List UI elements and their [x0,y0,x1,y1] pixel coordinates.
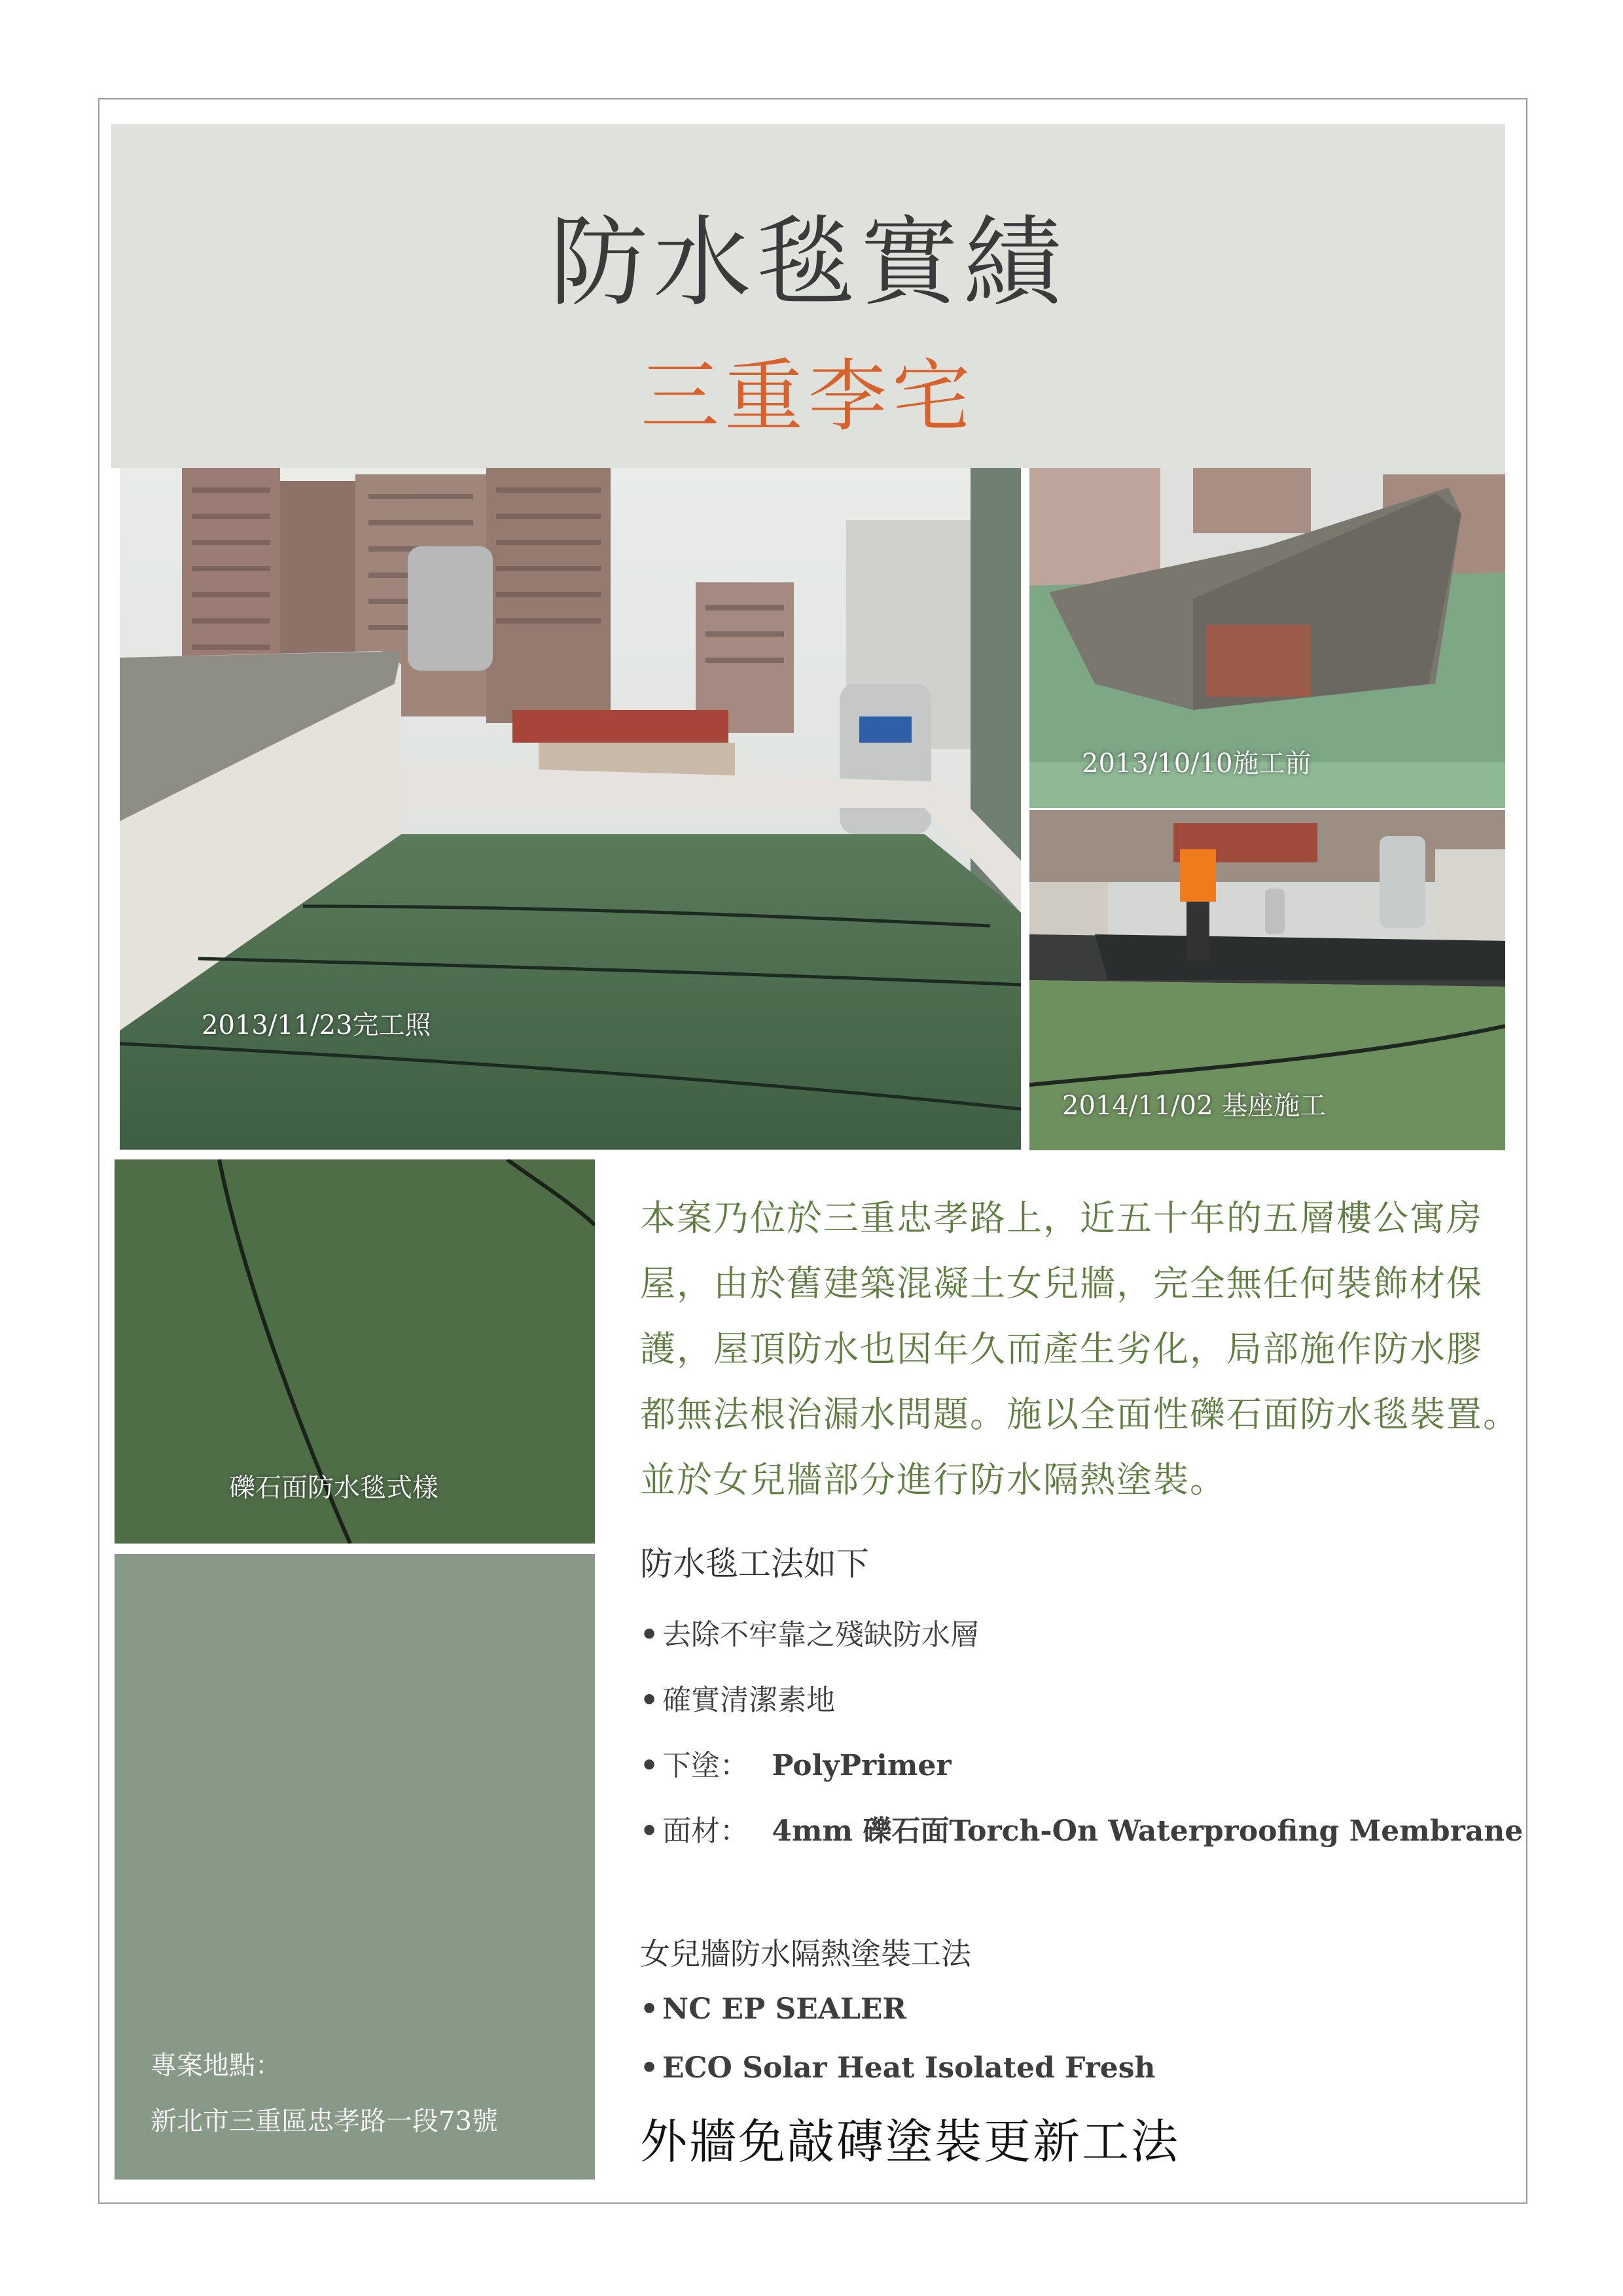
method-heading: 防水毯工法如下 [640,1545,869,1583]
method-item: • 面材： 4mm 礫石面Torch-On Waterproofing Membrane [640,1814,1524,1848]
project-description [640,1186,1530,1513]
completed-roof-photo [120,468,1021,1150]
bullet-icon: • [640,2051,659,2085]
bullet-icon: • [640,1749,659,1782]
parapet-item: • ECO Solar Heat Isolated Fresh [640,2051,1156,2085]
bullet-icon: • [640,1814,659,1848]
completed-photo-caption: 2013/11/23完工照 [202,1010,431,1040]
method-item: • 去除不牢靠之殘缺防水層 [640,1618,979,1651]
description-line: 護，屋頂防水也因年久而產生劣化，局部施作防水膠 [640,1328,1483,1369]
construction-photo-caption: 2014/11/02 基座施工 [1062,1091,1327,1121]
before-photo [1029,468,1505,808]
header-banner [111,124,1505,468]
project-location-label: 專案地點： [151,2051,281,2081]
description-line: 屋，由於舊建築混凝土女兒牆，完全無任何裝飾材保 [640,1263,1483,1304]
description-line: 並於女兒牆部分進行防水隔熱塗裝。 [640,1459,1226,1500]
bullet-icon: • [640,1992,659,2026]
description-line: 都無法根治漏水問題。施以全面性礫石面防水毯裝置。 [640,1394,1520,1435]
parapet-item: • NC EP SEALER [640,1992,906,2026]
description-line: 本案乃位於三重忠孝路上，近五十年的五層樓公寓房 [640,1197,1483,1239]
page-subtitle: 三重李宅 [641,351,976,442]
footer-title: 外牆免敲磚塗裝更新工法 [640,2114,1181,2169]
before-photo-caption: 2013/10/10施工前 [1082,749,1311,779]
page-title: 防水毯實績 [549,206,1067,320]
bullet-icon: • [640,1618,659,1651]
construction-photo [1029,810,1505,1150]
method-item: • 下塗： PolyPrimer [640,1749,952,1782]
parapet-heading: 女兒牆防水隔熱塗裝工法 [640,1936,971,1971]
gravel-sample-caption: 礫石面防水毯式樣 [229,1473,438,1503]
gravel-membrane-sample-photo [115,1159,595,1544]
method-item: • 確實清潔素地 [640,1684,835,1717]
project-address: 新北市三重區忠孝路一段73號 [151,2106,498,2136]
bullet-icon: • [640,1684,659,1717]
membrane-texture-photo [115,1554,595,2180]
